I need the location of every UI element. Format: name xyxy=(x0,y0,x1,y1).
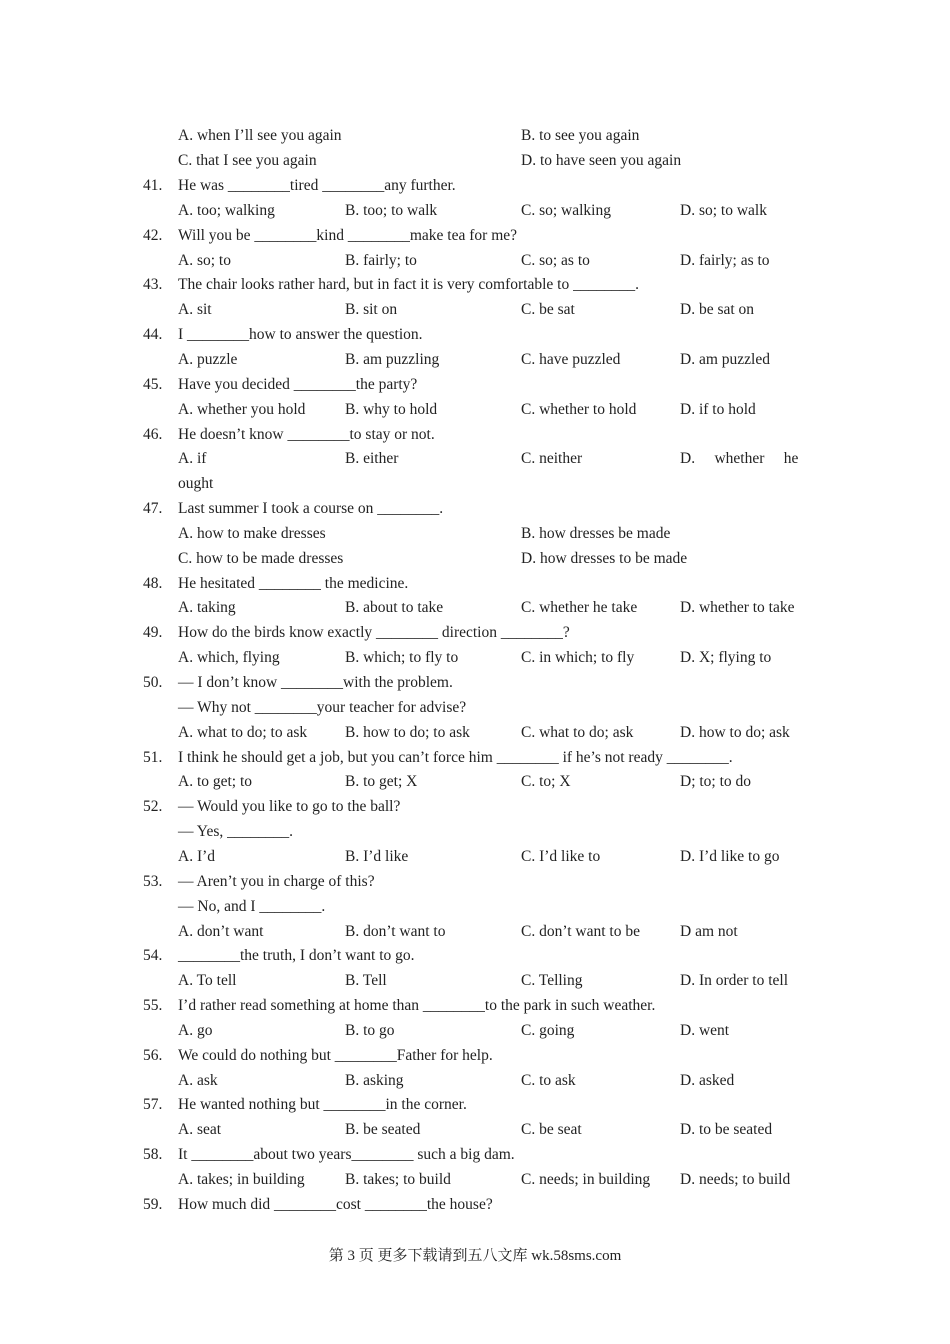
question-line xyxy=(0,795,950,819)
question-stem-continued: — No, and I ________. xyxy=(178,897,326,915)
question-stem-continued: — Why not ________your teacher for advise? xyxy=(178,698,467,716)
question-number: 41. xyxy=(143,177,163,194)
question-number: 43. xyxy=(143,276,163,294)
option-c: C. be seat xyxy=(521,1121,582,1139)
question-line xyxy=(0,671,950,695)
question-stem: Will you be ________kind ________make tea for me? xyxy=(178,226,518,244)
question-number: 55. xyxy=(143,997,163,1015)
question-stem: How do the birds know exactly ________ direction ________? xyxy=(178,624,570,642)
question-line xyxy=(0,1143,950,1167)
option-d: D. be sat on xyxy=(680,301,755,319)
question-line xyxy=(0,746,950,770)
option-a: A. too; walking xyxy=(178,201,275,219)
question-stem: He was ________tired ________any further. xyxy=(178,177,456,194)
option-d: D. how dresses to be made xyxy=(521,549,688,567)
question-line xyxy=(0,423,950,447)
question-stem: It ________about two years________ such a big dam. xyxy=(178,1146,515,1164)
option-b: B. to go xyxy=(345,1021,395,1039)
question-line xyxy=(0,870,950,894)
option-b: B. how to do; to ask xyxy=(345,723,470,741)
option-row-continued xyxy=(0,472,950,496)
question-stem: — I don’t know ________with the problem. xyxy=(178,674,453,691)
option-row xyxy=(0,348,950,372)
question-number: 57. xyxy=(143,1096,163,1114)
option-row xyxy=(0,1168,950,1192)
option-d: D. if to hold xyxy=(680,400,756,418)
option-row xyxy=(0,920,950,944)
question-stem: I think he should get a job, but you can’t force him ________ if he’s not ready ________. xyxy=(178,748,733,766)
option-c: C. be sat xyxy=(521,301,575,319)
option-b: B. don’t want to xyxy=(345,922,446,940)
option-b: B. too; to walk xyxy=(345,201,438,219)
option-b: B. I’d like xyxy=(345,847,409,865)
option-row xyxy=(0,1069,950,1093)
option-d: D. went xyxy=(680,1021,730,1039)
option-c: C. whether to hold xyxy=(521,400,637,418)
question-stem: — Would you like to go to the ball? xyxy=(178,798,401,816)
option-d: D. am puzzled xyxy=(680,350,770,368)
question-number: 50. xyxy=(143,674,163,691)
question-number: 46. xyxy=(143,425,163,443)
question-number: 49. xyxy=(143,624,163,642)
question-line xyxy=(0,1193,950,1217)
question-stem: Last summer I took a course on ________. xyxy=(178,500,444,518)
option-d: D; to; to do xyxy=(680,773,752,791)
option-a: A. to get; to xyxy=(178,773,253,791)
option-a: A. so; to xyxy=(178,251,231,269)
question-line xyxy=(0,373,950,397)
option-b: B. either xyxy=(345,450,399,468)
question-stem: Have you decided ________the party? xyxy=(178,375,418,393)
question-stem-continued: — Yes, ________. xyxy=(178,823,293,841)
option-row xyxy=(0,1019,950,1043)
question-number: 47. xyxy=(143,500,163,518)
option-b: B. to get; X xyxy=(345,773,418,791)
question-number: 59. xyxy=(143,1195,163,1213)
option-d: D. whether to take xyxy=(680,599,795,617)
option-b: B. sit on xyxy=(345,301,398,319)
option-b: B. be seated xyxy=(345,1121,421,1139)
option-row xyxy=(0,596,950,620)
option-a: A. To tell xyxy=(178,972,237,990)
option-c: C. to ask xyxy=(521,1071,576,1089)
question-stem: He wanted nothing but ________in the corner. xyxy=(178,1096,467,1114)
option-c: C. that I see you again xyxy=(178,152,317,169)
option-row xyxy=(0,721,950,745)
option-b: B. to see you again xyxy=(521,127,640,144)
question-line xyxy=(0,273,950,297)
question-number: 53. xyxy=(143,872,163,890)
option-a: A. go xyxy=(178,1021,213,1039)
option-c: C. I’d like to xyxy=(521,847,601,865)
option-d: D. whether he xyxy=(680,450,799,468)
option-a: A. if xyxy=(178,450,207,468)
question-stem: The chair looks rather hard, but in fact it is very comfortable to ________. xyxy=(178,276,639,294)
option-row xyxy=(0,646,950,670)
option-b: B. asking xyxy=(345,1071,404,1089)
option-c: C. in which; to fly xyxy=(521,649,635,667)
option-a: A. what to do; to ask xyxy=(178,723,308,741)
option-b: B. why to hold xyxy=(345,400,438,418)
option-row xyxy=(0,298,950,322)
option-d: D. X; flying to xyxy=(680,649,772,667)
question-stem: I’d rather read something at home than ________to the park in such weather. xyxy=(178,997,656,1015)
question-line xyxy=(0,994,950,1018)
option-d-continued: ought xyxy=(178,475,214,493)
option-b: B. am puzzling xyxy=(345,350,440,368)
question-line xyxy=(0,895,950,919)
option-c: C. going xyxy=(521,1021,575,1039)
question-number: 48. xyxy=(143,574,163,592)
option-row xyxy=(0,522,950,546)
option-a: A. taking xyxy=(178,599,236,617)
option-a: A. sit xyxy=(178,301,212,319)
option-row xyxy=(0,845,950,869)
option-d: D. how to do; ask xyxy=(680,723,790,741)
option-row xyxy=(0,770,950,794)
question-stem: ________the truth, I don’t want to go. xyxy=(178,947,415,965)
question-line xyxy=(0,696,950,720)
option-c: C. so; walking xyxy=(521,201,611,219)
option-b: B. takes; to build xyxy=(345,1171,451,1188)
question-line xyxy=(0,1044,950,1068)
option-row xyxy=(0,969,950,993)
option-a: A. how to make dresses xyxy=(178,524,326,542)
option-c: C. Telling xyxy=(521,972,583,990)
option-c: C. have puzzled xyxy=(521,350,621,368)
option-b: B. about to take xyxy=(345,599,444,617)
option-a: A. ask xyxy=(178,1071,218,1089)
option-a: A. whether you hold xyxy=(178,400,306,418)
question-number: 56. xyxy=(143,1046,163,1064)
question-number: 45. xyxy=(143,375,163,393)
option-a: A. which, flying xyxy=(178,649,280,667)
option-c: C. to; X xyxy=(521,773,571,791)
option-a: A. when I’ll see you again xyxy=(178,127,342,144)
question-stem: — Aren’t you in charge of this? xyxy=(178,872,375,890)
question-line xyxy=(0,572,950,596)
option-a: A. don’t want xyxy=(178,922,264,940)
option-a: A. puzzle xyxy=(178,350,238,368)
option-a: A. I’d xyxy=(178,847,216,865)
question-number: 52. xyxy=(143,798,163,816)
question-line xyxy=(0,820,950,844)
option-row xyxy=(0,398,950,422)
question-number: 58. xyxy=(143,1146,163,1164)
option-d: D. asked xyxy=(680,1071,735,1089)
question-line xyxy=(0,224,950,248)
question-line xyxy=(0,944,950,968)
option-c: C. whether he take xyxy=(521,599,638,617)
option-d: D. needs; to build xyxy=(680,1171,791,1188)
option-c: C. what to do; ask xyxy=(521,723,634,741)
question-stem: He doesn’t know ________to stay or not. xyxy=(178,425,435,443)
option-c: C. don’t want to be xyxy=(521,922,640,940)
option-a: A. seat xyxy=(178,1121,222,1139)
option-row xyxy=(0,447,950,471)
option-a: A. takes; in building xyxy=(178,1171,305,1188)
option-d: D am not xyxy=(680,922,738,940)
question-number: 51. xyxy=(143,748,163,766)
option-c: C. how to be made dresses xyxy=(178,549,344,567)
option-b: B. which; to fly to xyxy=(345,649,459,667)
page-footer: 第 3 页 更多下载请到五八文库 wk.58sms.com xyxy=(328,1248,622,1264)
question-number: 54. xyxy=(143,947,163,965)
option-row xyxy=(0,124,950,148)
option-d: D. In order to tell xyxy=(680,972,789,990)
question-stem: I ________how to answer the question. xyxy=(178,326,423,344)
question-line xyxy=(0,174,950,198)
question-line xyxy=(0,1093,950,1117)
option-d: D. I’d like to go xyxy=(680,847,780,865)
question-number: 42. xyxy=(143,226,163,244)
question-stem: How much did ________cost ________the house? xyxy=(178,1195,493,1213)
option-c: C. needs; in building xyxy=(521,1171,651,1188)
option-row xyxy=(0,149,950,173)
option-c: C. so; as to xyxy=(521,251,590,269)
option-d: D. to be seated xyxy=(680,1121,773,1139)
option-row xyxy=(0,249,950,273)
question-number: 44. xyxy=(143,326,163,344)
question-line xyxy=(0,323,950,347)
option-d: D. so; to walk xyxy=(680,201,767,219)
option-row xyxy=(0,547,950,571)
option-c: C. neither xyxy=(521,450,583,468)
question-line xyxy=(0,621,950,645)
option-row xyxy=(0,199,950,223)
option-b: B. Tell xyxy=(345,972,387,990)
option-row xyxy=(0,1118,950,1142)
question-stem: We could do nothing but ________Father for help. xyxy=(178,1046,493,1064)
option-d: D. to have seen you again xyxy=(521,152,682,169)
option-d: D. fairly; as to xyxy=(680,251,770,269)
option-b: B. fairly; to xyxy=(345,251,417,269)
option-b: B. how dresses be made xyxy=(521,524,671,542)
question-stem: He hesitated ________ the medicine. xyxy=(178,574,409,592)
question-line xyxy=(0,497,950,521)
